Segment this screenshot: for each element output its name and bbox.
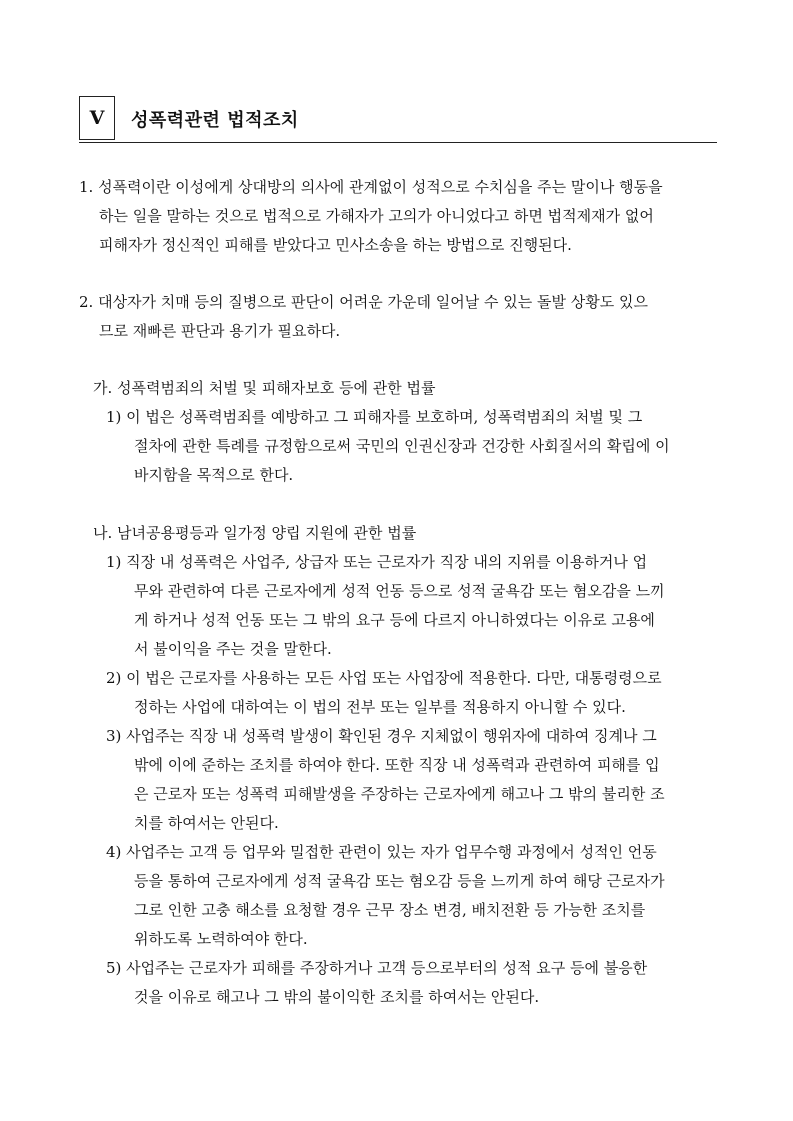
list-item-line: 정하는 사업에 대하여는 이 법의 전부 또는 일부를 적용하지 아니할 수 있다. <box>134 698 626 716</box>
section-b-item-5 <box>106 954 647 1012</box>
section-b-item-1 <box>106 548 665 664</box>
list-item-line: 등을 통하여 근로자에게 성적 굴욕감 또는 혐오감 등을 느끼게 하여 해당 근로자가 <box>134 872 665 890</box>
subsection-heading: 가. 성폭력범죄의 처벌 및 피해자보호 등에 관한 법률 <box>93 379 436 397</box>
list-item-line: 서 불이익을 주는 것을 말한다. <box>134 640 332 658</box>
subsection-heading: 나. 남녀공용평등과 일가정 양립 지원에 관한 법률 <box>93 524 417 542</box>
list-item-line: 그로 인한 고충 해소를 요청할 경우 근무 장소 변경, 배치전환 등 가능한 조치를 <box>134 901 646 919</box>
list-item-line: 절차에 관한 특례를 규정함으로써 국민의 인권신장과 건강한 사회질서의 확립에 이 <box>134 437 670 455</box>
list-item-line: 바지함을 목적으로 한다. <box>134 466 294 484</box>
section-b-item-3 <box>106 722 665 838</box>
list-item-line: 1) 이 법은 성폭력범죄를 예방하고 그 피해자를 보호하며, 성폭력범죄의 처벌 및 그 <box>106 408 643 426</box>
paragraph-line: 1. 성폭력이란 이성에게 상대방의 의사에 관계없이 성적으로 수치심을 주는 말이나 행동을 <box>79 178 663 196</box>
list-item-line: 4) 사업주는 고객 등 업무와 밀접한 관련이 있는 자가 업무수행 과정에서 성적인 언동 <box>106 843 657 861</box>
section-title-bar <box>79 96 717 143</box>
list-item-line: 위하도록 노력하여야 한다. <box>134 930 308 948</box>
list-item-line: 5) 사업주는 근로자가 피해를 주장하거나 고객 등으로부터의 성적 요구 등에 불응한 <box>106 959 648 977</box>
paragraph-line: 므로 재빠른 판단과 용기가 필요하다. <box>99 322 341 340</box>
paragraph-line: 2. 대상자가 치매 등의 질병으로 판단이 어려운 가운데 일어날 수 있는 돌발 상황도 있으 <box>79 293 648 311</box>
paragraph-line: 하는 일을 말하는 것으로 법적으로 가해자가 고의가 아니었다고 하면 법적제재가 없어 <box>99 207 654 225</box>
list-item-line: 은 근로자 또는 성폭력 피해발생을 주장하는 근로자에게 해고나 그 밖의 불리한 조 <box>134 785 665 803</box>
paragraph-line: 피해자가 정신적인 피해를 받았다고 민사소송을 하는 방법으로 진행된다. <box>99 236 572 254</box>
section-a-item-1 <box>106 403 670 490</box>
list-item-line: 치를 하여서는 안된다. <box>134 814 279 832</box>
list-item-line: 1) 직장 내 성폭력은 사업주, 상급자 또는 근로자가 직장 내의 지위를 이용하거나 업 <box>106 553 648 571</box>
section-b-heading <box>93 519 416 548</box>
list-item-line: 2) 이 법은 근로자를 사용하는 모든 사업 또는 사업장에 적용한다. 다만, 대통령령으로 <box>106 669 662 687</box>
section-a-heading <box>93 374 435 403</box>
section-title: 성폭력관련 법적조치 <box>131 110 299 131</box>
section-b-item-2 <box>106 664 662 722</box>
paragraph-1 <box>79 173 663 260</box>
list-item-line: 게 하거나 성적 언동 또는 그 밖의 요구 등에 다르지 아니하였다는 이유로 고용에 <box>134 611 655 629</box>
list-item-line: 밖에 이에 준하는 조치를 하여야 한다. 또한 직장 내 성폭력과 관련하여 피해를 입 <box>134 756 660 774</box>
section-b-item-4 <box>106 838 665 954</box>
list-item-line: 무와 관련하여 다른 근로자에게 성적 언동 등으로 성적 굴욕감 또는 혐오감을 느끼 <box>134 582 665 600</box>
paragraph-2 <box>79 288 648 346</box>
section-number-box: V <box>79 96 115 140</box>
list-item-line: 것을 이유로 해고나 그 밖의 불이익한 조치를 하여서는 안된다. <box>134 988 540 1006</box>
list-item-line: 3) 사업주는 직장 내 성폭력 발생이 확인된 경우 지체없이 행위자에 대하여 징계나 그 <box>106 727 657 745</box>
